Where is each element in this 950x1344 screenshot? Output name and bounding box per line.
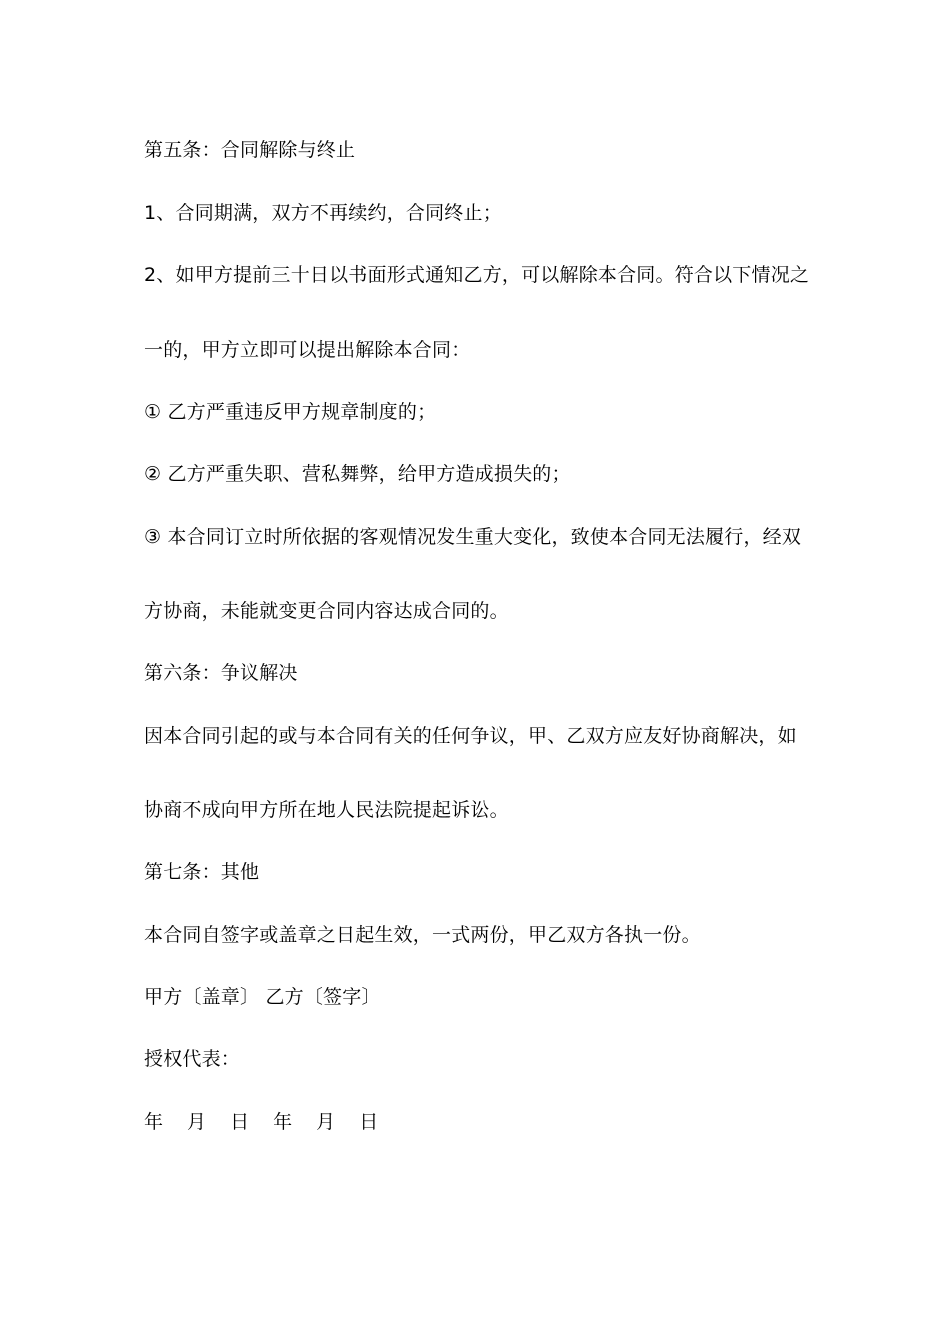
- article-5-item-2: ② 乙方严重失职、营私舞弊，给甲方造成损失的；: [144, 463, 571, 485]
- article-6-text-continued: 协商不成向甲方所在地人民法院提起诉讼。: [144, 799, 509, 821]
- article-7-text: 本合同自签字或盖章之日起生效，一式两份，甲乙双方各执一份。: [144, 924, 701, 946]
- article-5-clause-2-continued: 一的，甲方立即可以提出解除本合同：: [144, 339, 471, 361]
- authorized-representative-label: 授权代表：: [144, 1048, 241, 1070]
- article-5-clause-2: 2、如甲方提前三十日以书面形式通知乙方，可以解除本合同。符合以下情况之: [144, 264, 810, 286]
- article-6-text: 因本合同引起的或与本合同有关的任何争议，甲、乙双方应友好协商解决，如: [144, 725, 797, 747]
- article-5-item-1: ① 乙方严重违反甲方规章制度的；: [144, 401, 437, 423]
- article-5-heading: 第五条：合同解除与终止: [144, 139, 356, 161]
- article-5-item-3: ③ 本合同订立时所依据的客观情况发生重大变化，致使本合同无法履行，经双: [144, 526, 802, 548]
- article-5-clause-1: 1、合同期满，双方不再续约，合同终止；: [144, 202, 502, 224]
- article-5-item-3-continued: 方协商，未能就变更合同内容达成合同的。: [144, 600, 509, 622]
- signature-parties: 甲方〔盖章〕 乙方〔签字〕: [144, 986, 381, 1008]
- article-7-heading: 第七条：其他: [144, 861, 260, 883]
- article-6-heading: 第六条：争议解决: [144, 662, 298, 684]
- signature-date-line: 年 月 日 年 月 日: [144, 1111, 388, 1133]
